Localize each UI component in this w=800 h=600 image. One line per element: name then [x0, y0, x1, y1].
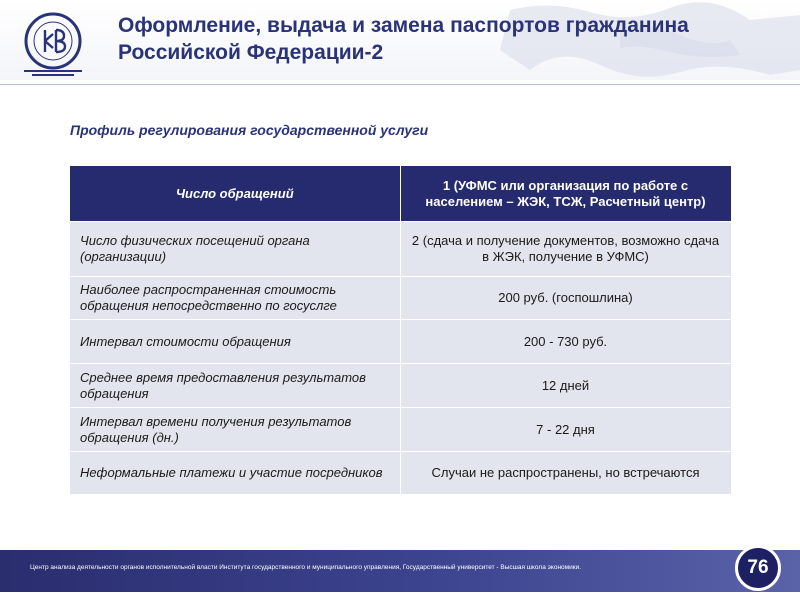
slide-footer [0, 550, 800, 592]
table-row [70, 222, 731, 277]
row-value: Случаи не распространены, но встречаются [400, 452, 731, 494]
table-header-col1: Число обращений [70, 166, 400, 222]
hse-logo-icon [18, 8, 88, 78]
table-row [70, 364, 731, 408]
row-label: Среднее время предоставления результатов обращения [70, 364, 400, 408]
row-value: 7 - 22 дня [400, 408, 731, 452]
table-row [70, 452, 731, 494]
slide-title-line-1: Оформление, выдача и замена паспортов гражданина [118, 14, 689, 37]
row-label: Число физических посещений органа (организации) [70, 222, 400, 277]
row-label: Наиболее распространенная стоимость обращения непосредственно по госуслге [70, 277, 400, 320]
row-label: Интервал времени получения результатов обращения (дн.) [70, 408, 400, 452]
slide-title-line-2: Российской Федерации-2 [118, 41, 384, 64]
row-value: 200 руб. (госпошлина) [400, 277, 731, 320]
row-value: 200 - 730 руб. [400, 320, 731, 364]
page-number-badge: 76 [735, 545, 781, 591]
row-label: Интервал стоимости обращения [70, 320, 400, 364]
section-subtitle: Профиль регулирования государственной услуги [70, 122, 429, 138]
footer-text: Центр анализа деятельности органов исполнительной власти Института государственного и муниципального управления, Государственный университет - Высшая школа экономики. [30, 564, 582, 571]
row-value: 12 дней [400, 364, 731, 408]
table-row [70, 320, 731, 364]
table-row [70, 408, 731, 452]
row-label: Неформальные платежи и участие посредников [70, 452, 400, 494]
slide-header [0, 0, 800, 80]
header-divider [0, 84, 800, 85]
table-row [70, 277, 731, 320]
table-header-col2: 1 (УФМС или организация по работе с населением – ЖЭК, ТСЖ, Расчетный центр) [400, 166, 731, 222]
table-header-row [70, 166, 731, 222]
slide-title [118, 12, 778, 66]
row-value: 2 (сдача и получение документов, возможно сдача в ЖЭК, получение в УФМС) [400, 222, 731, 277]
service-profile-table [70, 166, 732, 494]
